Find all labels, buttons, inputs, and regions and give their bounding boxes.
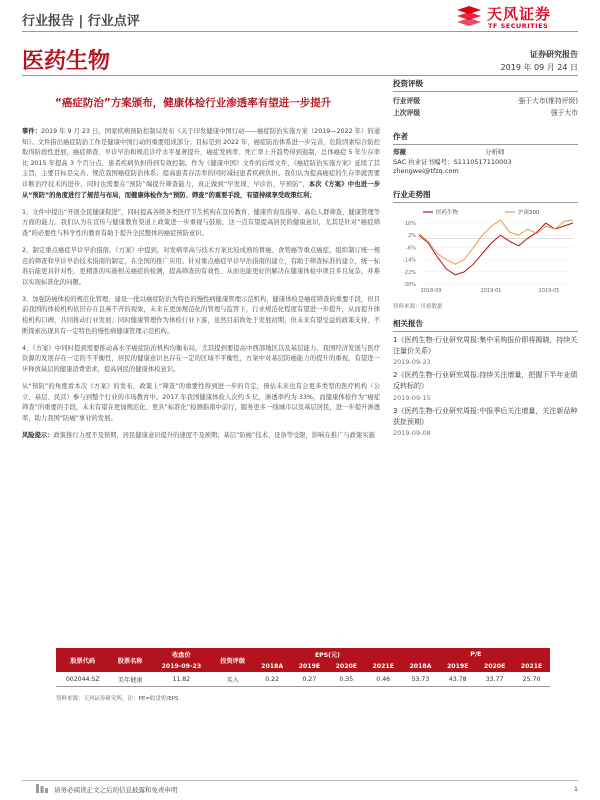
- sidebar: [393, 78, 578, 441]
- tf-securities-logo: [454, 4, 578, 36]
- col-pe-2019e: 2019E: [439, 660, 476, 672]
- col-eps-2020e: 2020E: [328, 660, 365, 672]
- chart-source: 资料来源：贝格数据: [393, 303, 443, 310]
- col-eps-2021e: 2021E: [365, 660, 402, 672]
- related-report-title[interactable]: 2《医药生物-行业研究周报:持续关注增量，把握下半年业绩反转标的》: [393, 371, 578, 391]
- table-header-row: [56, 648, 550, 660]
- cell: 002044.SZ: [56, 672, 109, 687]
- prev-rating-row: [393, 107, 578, 119]
- author-name: 郑薇: [393, 148, 406, 156]
- disclaimer-icon: [36, 784, 48, 793]
- report-title: “癌症防治”方案颁布，健康体检行业渗透率有望进一步提升: [55, 97, 332, 109]
- related-report-date: 2019-09-08: [393, 429, 431, 438]
- point-3: 3、加强防癌体检的规范化管理，建设一批以癌症防治为特色的慢性病健康管理示范机构，健康体检是癌症筛查的重要手段，但目前我国的体检机构依旧存在良莠不齐的现象，未来在更加规范化的管理与监管下，行业规范化程度有望进一步提升，从而提升体检机构口碑，共同推动行业发展；同时健康管理作为体检行业下游，虽然目前尚处于发展初期，但未来有望受益的政策支持，不断探索出现具有一定特色的慢性病健康管理示范机构。: [22, 295, 380, 335]
- financial-table: [56, 648, 550, 687]
- risk-paragraph: [22, 431, 380, 442]
- related-report-date: 2019-09-15: [393, 393, 431, 402]
- cell: 0.46: [365, 672, 402, 687]
- col-code: 股票代码: [56, 648, 109, 672]
- author-heading: 作者: [393, 131, 578, 145]
- col-name: 股票名称: [109, 648, 150, 672]
- point-2: 2、制定重点癌症早诊早治指南。《方案》中提到，对发病率高与技术方案比较成熟的胃癌、食管癌等重点癌症，组织制订统一规范的筛查和早诊早治技术指南的制定，在全国的推广应用。针对重点癌症早诊早治指南的建立，有助于筛查标准的建立，统一标准后能更具针对性、更精准的实施相关癌症的检测，提高筛查的有效性，从而也能更好的解决在健康体检中项目多且复杂，并难以实现标准化的问题。: [22, 246, 380, 286]
- col-price-date: 2019-09-23: [151, 660, 212, 672]
- industry-rating-value: 强于大市(维持评级): [518, 97, 578, 105]
- cell: 0.27: [291, 672, 328, 687]
- related-report-item[interactable]: [393, 335, 578, 369]
- author-email[interactable]: zhengwei@tfzq.com: [393, 167, 459, 175]
- cell: 11.82: [151, 672, 212, 687]
- related-report-item[interactable]: [393, 406, 578, 440]
- y-tick-label: -30%: [403, 281, 416, 288]
- related-report-title[interactable]: 1《医药生物-行业研究周报:集中采购报价即将揭晓，持续关注量价关系》: [393, 335, 578, 355]
- report-date: 2019 年 09 月 24 日: [500, 63, 578, 72]
- trend-chart-svg: [393, 206, 578, 300]
- cell: 买入: [212, 672, 253, 687]
- series-line: [419, 220, 573, 264]
- industry-rating-row: [393, 95, 578, 107]
- cell: 25.70: [513, 672, 550, 687]
- logo-text-cn: 天风证券: [487, 5, 552, 23]
- rating-heading: 投资评级: [393, 78, 578, 92]
- col-eps-2018a: 2018A: [253, 660, 291, 672]
- col-eps-2019e: 2019E: [291, 660, 328, 672]
- col-price: 收盘价: [151, 648, 212, 660]
- y-tick-label: 10%: [404, 220, 416, 227]
- prev-rating-value: 强于大市: [550, 109, 578, 117]
- legend-label: 医药生物: [436, 209, 459, 216]
- footer-disclaimer: 请务必阅读正文之后的信息披露和免责申明: [54, 786, 178, 794]
- event-bold-text: 本次《方案》中也进一步从“预防”的角度进行了规范与布局，而健康体检作为“预防、筛查”的重要手段，有望持续享受政策红利；: [22, 180, 381, 199]
- main-body: [22, 127, 380, 448]
- author-title: 分析师: [485, 148, 505, 156]
- report-category: 行业报告 | 行业点评: [22, 14, 140, 29]
- cell: 53.73: [402, 672, 440, 687]
- prev-rating-label: 上次评级: [393, 109, 421, 117]
- related-report-title[interactable]: 3《医药生物-行业研究周报:中报季后关注增量，关注新品种获批预期》: [393, 406, 578, 426]
- event-label: 事件：: [22, 128, 42, 135]
- related-reports-list: [393, 335, 578, 440]
- y-tick-label: -14%: [403, 257, 416, 264]
- cell: 43.78: [439, 672, 476, 687]
- event-text: 2019 年 9 月 23 日，国家疾病预防控制局发布《关于印发健康中国行动——癌症防治实施方案（2019—2022 年）的通知》。文件指出癌症防治工作是健康中国行动的重要组成部分；目标是到 2022 年，癌症防治体系进一步完善，危险因素综合防控取得阶段性进展，癌症筛查、早诊早治和规范诊疗水平显著提升，癌症发病率、死亡率上升趋势得到遏制，总体癌症 5 年生存率比 2015 年提高 3 个百分点，患者疾病负担得到有效控制。作为《健康中国》文件的后续文件，《癌症防治实施方案》延续了其主旨，主要目标是完善、规范我国癌症防治体系；提高患者存活率的同时减轻患者疾病负担。我们认为提高癌症的生存率就需要诊断治疗技术的进步，同时也需要在“预防”端提升筛查能力，真正做到“早发现、早诊治、早预防”，: [22, 128, 381, 188]
- y-tick-label: -22%: [403, 269, 416, 276]
- col-rating: 投资评级: [212, 648, 253, 672]
- page-number: 1: [573, 785, 578, 793]
- point-4: 4、《方案》中同时提到需要推动高水平癌症防治机构均衡布局，尤其提到要提高中西部地区以及基层能力。我国经济发展与医疗资源的发展存在一定的不平衡性，居民的健康意识也存在一定的区域不平衡性，方案中对基层防癌能力的提升的重视，有望进一步释放基层的健康消费需求，提高居民的健康体检意识。: [22, 344, 380, 373]
- col-pe-2021e: 2021E: [513, 660, 550, 672]
- trend-heading: 行业走势图: [393, 189, 578, 203]
- cell: 0.22: [253, 672, 291, 687]
- report-type: 证券研究报告: [530, 50, 578, 59]
- risk-label: 风险提示：: [22, 431, 54, 439]
- point-1: 1、文件中提出“开展全民健康促进”，同时提高各级各类医疗卫生机构在宣传教育、健康咨询及指导、高危人群筛查、健康管理等方面的能力。我们认为在宣传与健康教育渠道上政策进一步重视与鼓励，这一点有望提高居民的健康意识，尤其是针对“癌症筛查”的必要性与科学性的教育有助于提升全民整体的癌症预防意识。: [22, 208, 380, 237]
- table-note: 资料来源：天风证券研究所，注：PE=收盘价/EPS: [56, 696, 179, 702]
- y-tick-label: 2%: [408, 232, 416, 239]
- logo-text-en: TF SECURITIES: [488, 22, 549, 30]
- col-pe-2018a: 2018A: [402, 660, 440, 672]
- tf-logo-icon: [454, 4, 484, 34]
- risk-text: 政策推行力度不及预期，居民健康意识提升的速度不及预期；基层“防癌”技术、设备等受限，影响在推广与政策实施: [53, 431, 375, 439]
- conclusion-paragraph: 从“预防”的角度看本次《方案》的发布，政策上“筛查”的重要性得到进一步的肯定，预估未来也有会更多类型的医疗机构（公立、基层、民营）参与到整个行业的市场教育中。2017 年我国健康体检人次约 5 亿，渗透率约为 33%，而健康体检作为“癌症筛查”的重要的手段，未来有望在更加规范化、更具“标准化”检测指南中前行，服务更多一线城市以及基层居民，进一步提升渗透率，助力我国“防癌”事业的发展。: [22, 382, 380, 422]
- sector-name: 医药生物: [22, 49, 111, 74]
- x-tick-label: 2019-05: [538, 287, 560, 294]
- y-tick-label: -6%: [406, 244, 416, 251]
- col-pe: P/E: [402, 648, 550, 660]
- footer-divider: [22, 780, 578, 781]
- event-paragraph: [22, 127, 380, 201]
- author-info: [393, 148, 578, 177]
- table-row: [56, 672, 550, 687]
- related-report-date: 2019-09-23: [393, 357, 431, 366]
- related-heading: 相关报告: [393, 318, 578, 332]
- industry-rating-label: 行业评级: [393, 97, 421, 105]
- legend-label: 沪深300: [518, 209, 540, 216]
- author-sac: SAC 执业证书编号：S1110517110003: [393, 157, 512, 166]
- series-line: [419, 223, 573, 275]
- related-report-item[interactable]: [393, 370, 578, 404]
- cell: 33.77: [476, 672, 513, 687]
- industry-trend-chart: [393, 206, 578, 300]
- x-tick-label: 2018-09: [420, 287, 442, 294]
- col-pe-2020e: 2020E: [476, 660, 513, 672]
- cell: 美年健康: [109, 672, 150, 687]
- cell: 0.35: [328, 672, 365, 687]
- sector-divider: [22, 75, 578, 76]
- x-tick-label: 2019-01: [480, 287, 502, 294]
- col-eps: EPS(元): [253, 648, 401, 660]
